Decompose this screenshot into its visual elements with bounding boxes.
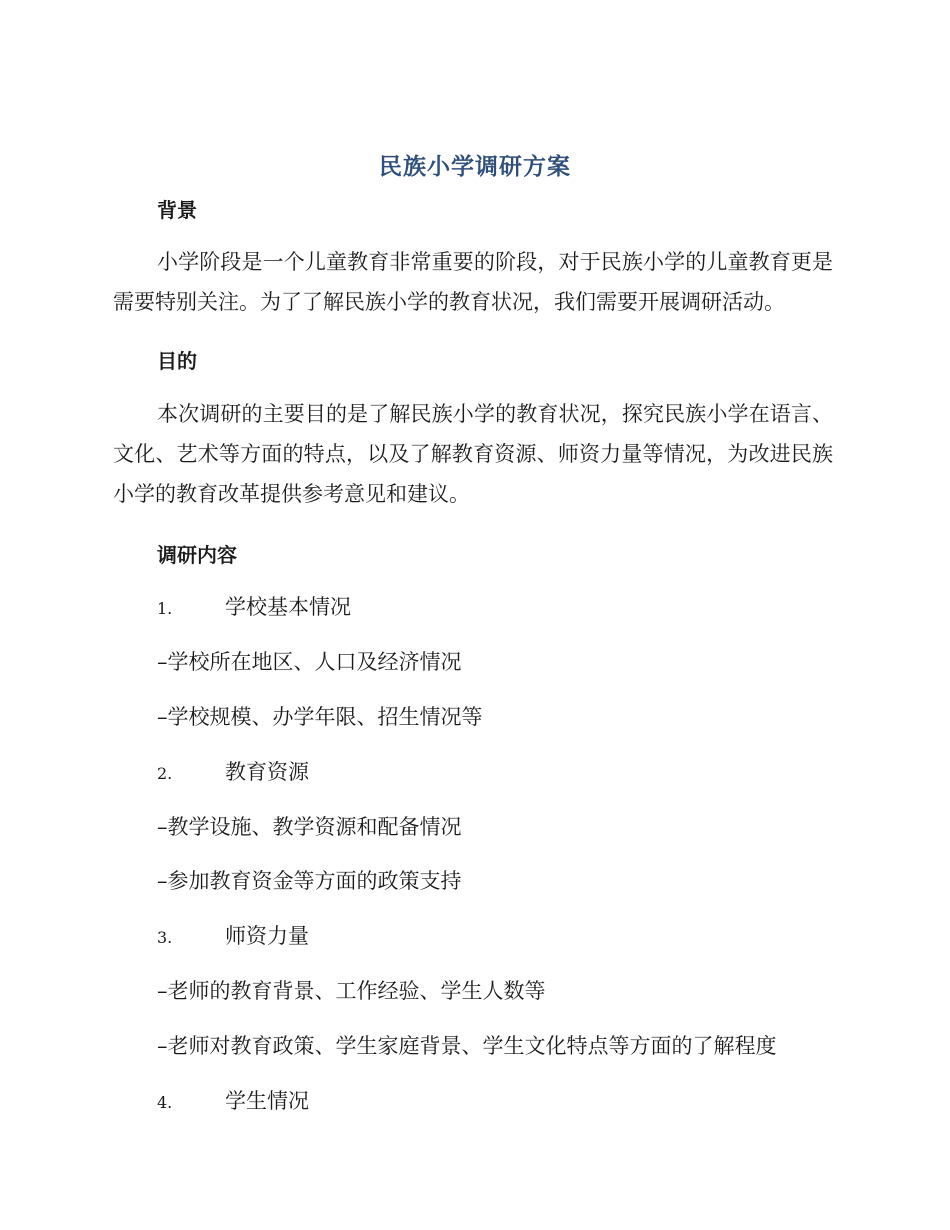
paragraph-purpose: 本次调研的主要目的是了解民族小学的教育状况，探究民族小学在语言、文化、艺术等方面的特点，以及了解教育资源、师资力量等情况，为改进民族小学的教育改革提供参考意见和建议。 [113, 402, 833, 506]
document-title: 民族小学调研方案 [379, 154, 571, 180]
item-label: 学生情况 [225, 1089, 309, 1113]
bullet-item: –老师的教育背景、工作经验、学生人数等 [157, 979, 546, 1003]
bullet-item: –学校所在地区、人口及经济情况 [157, 650, 462, 674]
item-number: 4. [157, 1093, 173, 1112]
item-number: 1. [157, 599, 173, 618]
list-item [157, 1086, 309, 1118]
list-item [157, 592, 351, 624]
heading-purpose: 目的 [157, 349, 197, 373]
bullet-item: –学校规模、办学年限、招生情况等 [157, 705, 483, 729]
heading-background: 背景 [157, 198, 197, 222]
item-label: 教育资源 [225, 760, 309, 784]
item-label: 师资力量 [225, 924, 309, 948]
item-label: 学校基本情况 [225, 595, 351, 619]
heading-content: 调研内容 [157, 543, 237, 567]
bullet-item: –教学设施、教学资源和配备情况 [157, 815, 462, 839]
bullet-item: –参加教育资金等方面的政策支持 [157, 869, 462, 893]
item-number: 2. [157, 764, 173, 783]
item-number: 3. [157, 928, 173, 947]
list-item [157, 757, 309, 789]
bullet-item: –老师对教育政策、学生家庭背景、学生文化特点等方面的了解程度 [157, 1034, 777, 1058]
paragraph-background: 小学阶段是一个儿童教育非常重要的阶段，对于民族小学的儿童教育更是需要特别关注。为了了解民族小学的教育状况，我们需要开展调研活动。 [113, 250, 833, 314]
list-item [157, 921, 309, 953]
